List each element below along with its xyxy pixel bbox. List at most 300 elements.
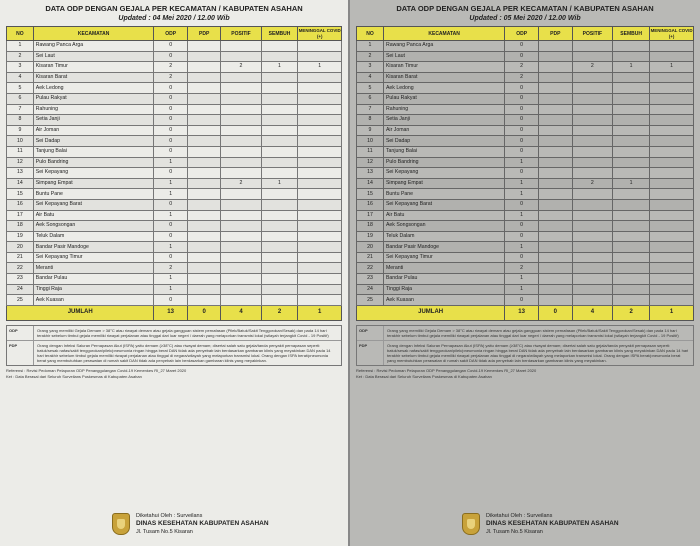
table-row	[357, 136, 694, 147]
table-cell	[298, 274, 342, 285]
table-cell: 13	[357, 168, 384, 179]
table-cell	[221, 274, 261, 285]
table-cell	[261, 295, 298, 306]
table-cell: 10	[357, 136, 384, 147]
table-cell	[613, 284, 650, 295]
table-cell: 1	[261, 178, 298, 189]
table-cell	[538, 72, 572, 83]
kecamatan-cell: Kisaran Timur	[33, 62, 154, 73]
table-cell	[650, 263, 694, 274]
kecamatan-cell: Buntu Pane	[383, 189, 504, 200]
table-cell	[298, 83, 342, 94]
table-cell	[298, 178, 342, 189]
table-cell	[572, 146, 612, 157]
table-cell	[187, 274, 221, 285]
table-cell	[261, 125, 298, 136]
table-row	[357, 242, 694, 253]
definitions-box	[6, 325, 342, 366]
table-cell	[187, 115, 221, 126]
table-cell	[538, 83, 572, 94]
table-cell: 1	[613, 178, 650, 189]
table-cell	[538, 231, 572, 242]
table-row	[7, 104, 342, 115]
table-cell	[538, 252, 572, 263]
table-cell: 2	[505, 62, 539, 73]
table-cell: 6	[357, 93, 384, 104]
table-cell	[572, 252, 612, 263]
table-cell: 0	[154, 136, 188, 147]
table-cell	[221, 146, 261, 157]
table-cell: 0	[505, 83, 539, 94]
table-cell	[187, 168, 221, 179]
table-cell	[187, 41, 221, 52]
table-cell	[572, 41, 612, 52]
table-cell	[187, 231, 221, 242]
table-row	[7, 136, 342, 147]
table-cell	[261, 41, 298, 52]
table-cell: 0	[154, 231, 188, 242]
table-cell: 19	[7, 231, 34, 242]
table-cell	[261, 252, 298, 263]
signature-address: Jl. Tusam No.5 Kisaran	[136, 529, 193, 535]
table-cell	[221, 221, 261, 232]
table-cell	[187, 72, 221, 83]
signature-prepared: Diketahui Oleh : Surveilans	[136, 513, 203, 519]
kecamatan-cell: Kisaran Barat	[383, 72, 504, 83]
kecamatan-cell: Simpang Empat	[33, 178, 154, 189]
table-cell: 5	[357, 83, 384, 94]
table-cell	[187, 125, 221, 136]
table-row	[7, 125, 342, 136]
table-cell: 2	[154, 62, 188, 73]
pdp-label: PDP	[357, 341, 384, 365]
table-cell	[221, 93, 261, 104]
table-cell	[187, 136, 221, 147]
table-cell	[298, 157, 342, 168]
table-cell: 12	[357, 157, 384, 168]
table-cell: 2	[221, 62, 261, 73]
table-row	[357, 146, 694, 157]
table-cell	[572, 295, 612, 306]
table-cell: 11	[357, 146, 384, 157]
table-row	[7, 199, 342, 210]
table-cell	[298, 284, 342, 295]
table-cell: 0	[505, 146, 539, 157]
table-cell	[572, 93, 612, 104]
table-cell	[650, 41, 694, 52]
table-cell	[572, 168, 612, 179]
column-header: ODP	[505, 27, 539, 41]
table-cell	[187, 62, 221, 73]
table-cell: 4	[7, 72, 34, 83]
kecamatan-cell: Aek Kuasan	[383, 295, 504, 306]
kecamatan-cell: Air Batu	[33, 210, 154, 221]
table-cell	[261, 72, 298, 83]
table-row	[7, 83, 342, 94]
column-header: NO	[357, 27, 384, 41]
table-cell	[538, 274, 572, 285]
table-cell	[538, 189, 572, 200]
table-row	[7, 263, 342, 274]
table-cell	[538, 263, 572, 274]
table-cell	[187, 263, 221, 274]
table-cell: 1	[154, 284, 188, 295]
table-cell	[221, 168, 261, 179]
column-header: NO	[7, 27, 34, 41]
table-row	[7, 72, 342, 83]
column-header: MENINGGAL COVID (+)	[298, 27, 341, 39]
odp-label: ODP	[7, 326, 34, 340]
table-cell	[572, 231, 612, 242]
table-cell	[650, 178, 694, 189]
table-cell: 0	[505, 41, 539, 52]
table-row	[7, 51, 342, 62]
table-cell	[613, 210, 650, 221]
table-cell	[538, 104, 572, 115]
odp-definition: Orang yang memiliki Gejala Demam > 38°C atau riwayat demam atau gejala gangguan sistem pernafasan (Pilek/Batuk/Sakit Tenggorokan/Sesak) dan pada 14 hari terakhir sebelum timbul gejala memiliki riwayat perjalanan atau tinggal dari luar negeri / daerah yang melaporkan transmisi lokal (wilayah terjangkit Covid - 19 Positif)	[37, 327, 329, 338]
table-cell: 1	[505, 242, 539, 253]
table-cell: 14	[357, 178, 384, 189]
table-cell	[298, 125, 342, 136]
table-cell	[221, 72, 261, 83]
kecamatan-cell: Setia Janji	[383, 115, 504, 126]
table-row	[357, 199, 694, 210]
table-cell: 7	[357, 104, 384, 115]
signature-org: DINAS KESEHATAN KABUPATEN ASAHAN	[486, 520, 619, 527]
table-cell	[572, 104, 612, 115]
odp-table	[356, 26, 694, 321]
table-cell	[650, 189, 694, 200]
references	[6, 368, 342, 380]
table-cell	[298, 115, 342, 126]
table-cell	[298, 231, 342, 242]
kecamatan-cell: Simpang Empat	[383, 178, 504, 189]
table-row	[357, 125, 694, 136]
table-cell	[221, 284, 261, 295]
table-cell: 23	[357, 274, 384, 285]
total-cell: 13	[154, 305, 188, 320]
pdp-definition: Orang dengan Infeksi Saluran Pernapasan Akut (ISPA) yaitu demam (≥38°C) atau riwayat demam; disertai salah satu gejala/tanda penyakit pernapasan seperti: batuk/sesak nafas/sakit tenggorokan/pilek/pneumonia ringan hingga berat DAN tidak ada penyebab lain berdasarkan gambaran klinis yang meyakinkan DAN pada 14 hari terakhir sebelum timbul gejala memiliki riwayat perjalanan atau tinggal di negara/wilayah yang melaporkan transmisi lokal. Orang dengan ISPA berat/pneumonia berat yang membutuhkan perawatan di rumah sakit DAN tidak ada penyebab lain berdasarkan gambaran klinis yang meyakinkan.	[37, 342, 331, 363]
table-cell	[650, 210, 694, 221]
table-cell: 17	[7, 210, 34, 221]
table-cell: 2	[154, 263, 188, 274]
table-cell	[613, 263, 650, 274]
table-cell	[187, 199, 221, 210]
table-row	[7, 62, 342, 73]
total-label: JUMLAH	[7, 305, 154, 320]
table-cell: 12	[7, 157, 34, 168]
table-cell	[538, 41, 572, 52]
table-cell	[261, 242, 298, 253]
table-cell: 1	[505, 189, 539, 200]
table-cell: 2	[7, 51, 34, 62]
reference-line-1: Referensi : Revisi Pedoman Pelaporan ODP Penanggulangan Covid-19 Kemenkes RI_27 Maret 2020	[356, 367, 537, 373]
kecamatan-cell: Bandar Pulau	[383, 274, 504, 285]
table-row	[7, 284, 342, 295]
table-cell	[261, 210, 298, 221]
table-cell	[298, 72, 342, 83]
kecamatan-cell: Teluk Dalam	[33, 231, 154, 242]
table-cell	[298, 51, 342, 62]
table-cell	[261, 115, 298, 126]
table-cell: 1	[154, 242, 188, 253]
table-cell: 2	[357, 51, 384, 62]
table-cell: 11	[7, 146, 34, 157]
table-row	[357, 83, 694, 94]
table-cell: 18	[357, 221, 384, 232]
table-cell	[261, 104, 298, 115]
table-cell	[538, 221, 572, 232]
table-cell: 20	[7, 242, 34, 253]
panel-subtitle: Updated : 04 Mei 2020 / 12.00 Wib	[118, 15, 230, 22]
kecamatan-cell: Rahuning	[383, 104, 504, 115]
table-cell: 3	[357, 62, 384, 73]
table-cell	[538, 62, 572, 73]
table-cell: 0	[154, 125, 188, 136]
table-cell	[650, 231, 694, 242]
table-cell: 17	[357, 210, 384, 221]
table-cell: 16	[7, 199, 34, 210]
table-cell	[221, 231, 261, 242]
kecamatan-cell: Sei Kepayang Barat	[383, 199, 504, 210]
table-cell	[221, 136, 261, 147]
table-cell: 20	[357, 242, 384, 253]
table-cell	[650, 284, 694, 295]
table-cell: 0	[154, 51, 188, 62]
reference-line-1: Referensi : Revisi Pedoman Pelaporan ODP Penanggulangan Covid-19 Kemenkes RI_27 Maret 2020	[6, 367, 187, 373]
table-cell	[613, 72, 650, 83]
table-cell	[650, 199, 694, 210]
table-row	[357, 51, 694, 62]
panel-title: DATA ODP DENGAN GEJALA PER KECAMATAN / KABUPATEN ASAHAN	[396, 4, 654, 13]
column-header: KECAMATAN	[383, 27, 504, 41]
table-cell: 1	[613, 62, 650, 73]
table-cell	[261, 199, 298, 210]
kecamatan-cell: Aek Ledong	[383, 83, 504, 94]
table-cell: 24	[7, 284, 34, 295]
table-cell	[613, 168, 650, 179]
kecamatan-cell: Meranti	[33, 263, 154, 274]
table-cell	[298, 104, 342, 115]
table-cell	[538, 115, 572, 126]
table-row	[7, 210, 342, 221]
table-cell: 0	[154, 221, 188, 232]
kecamatan-cell: Rawang Panca Arga	[33, 41, 154, 52]
table-cell	[187, 51, 221, 62]
kecamatan-cell: Meranti	[383, 263, 504, 274]
table-cell	[613, 146, 650, 157]
table-cell: 19	[357, 231, 384, 242]
kecamatan-cell: Tanjung Balai	[33, 146, 154, 157]
table-row	[7, 242, 342, 253]
table-cell	[572, 51, 612, 62]
kecamatan-cell: Rahuning	[33, 104, 154, 115]
pdp-definition: Orang dengan Infeksi Saluran Pernapasan Akut (ISPA) yaitu demam (≥38°C) atau riwayat demam; disertai salah satu gejala/tanda penyakit pernapasan seperti: batuk/sesak nafas/sakit tenggorokan/pilek/pneumonia ringan hingga berat DAN tidak ada penyebab lain berdasarkan gambaran klinis yang meyakinkan DAN pada 14 hari terakhir sebelum timbul gejala memiliki riwayat perjalanan atau tinggal di negara/wilayah yang melaporkan transmisi lokal. Orang dengan ISPA berat/pneumonia berat yang membutuhkan perawatan di rumah sakit DAN tidak ada penyebab lain berdasarkan gambaran klinis yang meyakinkan.	[387, 342, 689, 363]
table-header-row	[7, 27, 342, 41]
table-cell	[538, 168, 572, 179]
table-cell	[221, 104, 261, 115]
table-cell	[187, 93, 221, 104]
kecamatan-cell: Pulo Bandring	[383, 157, 504, 168]
total-cell: 4	[221, 305, 261, 320]
table-cell	[650, 51, 694, 62]
kecamatan-cell: Tanjung Balai	[383, 146, 504, 157]
asahan-logo-icon	[112, 513, 130, 535]
table-cell	[572, 274, 612, 285]
table-cell	[538, 146, 572, 157]
table-cell: 16	[357, 199, 384, 210]
table-cell	[538, 136, 572, 147]
table-cell: 1	[154, 178, 188, 189]
table-cell: 1	[298, 62, 342, 73]
table-cell: 0	[505, 104, 539, 115]
table-cell	[221, 252, 261, 263]
table-header-row	[357, 27, 694, 41]
table-cell	[538, 284, 572, 295]
table-cell: 1	[505, 210, 539, 221]
table-row	[357, 168, 694, 179]
table-cell	[221, 83, 261, 94]
table-cell: 8	[357, 115, 384, 126]
table-cell: 6	[7, 93, 34, 104]
table-cell	[261, 51, 298, 62]
table-cell: 9	[7, 125, 34, 136]
table-cell	[613, 252, 650, 263]
table-cell	[298, 242, 342, 253]
kecamatan-cell: Tinggi Raja	[383, 284, 504, 295]
kecamatan-cell: Bandar Pasir Mandoge	[33, 242, 154, 253]
table-row	[7, 295, 342, 306]
table-row	[7, 274, 342, 285]
table-cell	[221, 242, 261, 253]
table-cell	[613, 199, 650, 210]
table-cell	[298, 136, 342, 147]
table-cell	[613, 83, 650, 94]
column-header: KECAMATAN	[33, 27, 154, 41]
table-row	[357, 62, 694, 73]
table-cell	[572, 72, 612, 83]
kecamatan-cell: Sei Laut	[33, 51, 154, 62]
table-row	[7, 157, 342, 168]
table-cell: 1	[261, 62, 298, 73]
table-cell	[261, 93, 298, 104]
table-cell	[538, 51, 572, 62]
table-cell	[261, 189, 298, 200]
table-cell	[613, 136, 650, 147]
table-cell: 3	[7, 62, 34, 73]
kecamatan-cell: Air Batu	[383, 210, 504, 221]
kecamatan-cell: Sei Kepayang Timur	[383, 252, 504, 263]
table-cell	[261, 231, 298, 242]
table-cell	[613, 115, 650, 126]
table-cell: 0	[154, 83, 188, 94]
kecamatan-cell: Buntu Pane	[33, 189, 154, 200]
kecamatan-cell: Pulo Bandring	[33, 157, 154, 168]
table-cell	[613, 41, 650, 52]
kecamatan-cell: Sei Kepayang	[33, 168, 154, 179]
table-cell	[221, 51, 261, 62]
table-row	[357, 295, 694, 306]
kecamatan-cell: Kisaran Timur	[383, 62, 504, 73]
table-cell	[650, 252, 694, 263]
panel-subtitle: Updated : 05 Mei 2020 / 12.00 Wib	[469, 15, 581, 22]
table-cell	[650, 83, 694, 94]
table-cell: 18	[7, 221, 34, 232]
table-cell	[650, 146, 694, 157]
table-cell	[187, 252, 221, 263]
table-cell	[538, 93, 572, 104]
table-cell	[221, 125, 261, 136]
table-row	[357, 189, 694, 200]
table-row	[357, 115, 694, 126]
table-cell	[613, 189, 650, 200]
table-cell: 22	[7, 263, 34, 274]
panel-title: DATA ODP DENGAN GEJALA PER KECAMATAN / KABUPATEN ASAHAN	[45, 4, 303, 13]
table-cell	[298, 41, 342, 52]
table-cell	[650, 295, 694, 306]
table-cell	[298, 199, 342, 210]
table-cell: 1	[154, 210, 188, 221]
table-cell	[650, 72, 694, 83]
table-cell: 0	[154, 295, 188, 306]
table-cell: 0	[505, 51, 539, 62]
kecamatan-cell: Sei Dadap	[33, 136, 154, 147]
table-cell: 0	[154, 104, 188, 115]
table-cell	[538, 125, 572, 136]
table-cell	[298, 221, 342, 232]
table-cell: 25	[7, 295, 34, 306]
kecamatan-cell: Sei Kepayang Timur	[33, 252, 154, 263]
table-cell	[572, 115, 612, 126]
table-cell	[187, 104, 221, 115]
table-cell: 22	[357, 263, 384, 274]
table-cell: 1	[505, 284, 539, 295]
table-row	[7, 168, 342, 179]
table-cell: 0	[505, 295, 539, 306]
kecamatan-cell: Pulau Rakyat	[33, 93, 154, 104]
table-cell: 1	[154, 157, 188, 168]
table-row	[357, 263, 694, 274]
table-cell: 10	[7, 136, 34, 147]
table-row	[7, 115, 342, 126]
table-cell: 1	[505, 274, 539, 285]
table-cell	[613, 295, 650, 306]
kecamatan-cell: Sei Kepayang Barat	[33, 199, 154, 210]
table-cell	[261, 221, 298, 232]
table-cell	[187, 284, 221, 295]
table-cell	[650, 168, 694, 179]
signature-prepared: Diketahui Oleh : Surveilans	[486, 513, 553, 519]
table-cell	[298, 189, 342, 200]
table-cell	[261, 136, 298, 147]
column-header: SEMBUH	[261, 27, 298, 41]
kecamatan-cell: Aek Songsongan	[383, 221, 504, 232]
table-cell: 2	[505, 72, 539, 83]
table-cell: 21	[7, 252, 34, 263]
table-row	[7, 231, 342, 242]
kecamatan-cell: Bandar Pulau	[33, 274, 154, 285]
table-cell	[261, 146, 298, 157]
table-cell: 14	[7, 178, 34, 189]
table-cell: 13	[7, 168, 34, 179]
table-cell	[221, 199, 261, 210]
table-cell: 2	[154, 72, 188, 83]
table-cell: 9	[357, 125, 384, 136]
table-row	[357, 93, 694, 104]
table-cell	[650, 274, 694, 285]
table-cell	[187, 210, 221, 221]
table-cell	[261, 263, 298, 274]
